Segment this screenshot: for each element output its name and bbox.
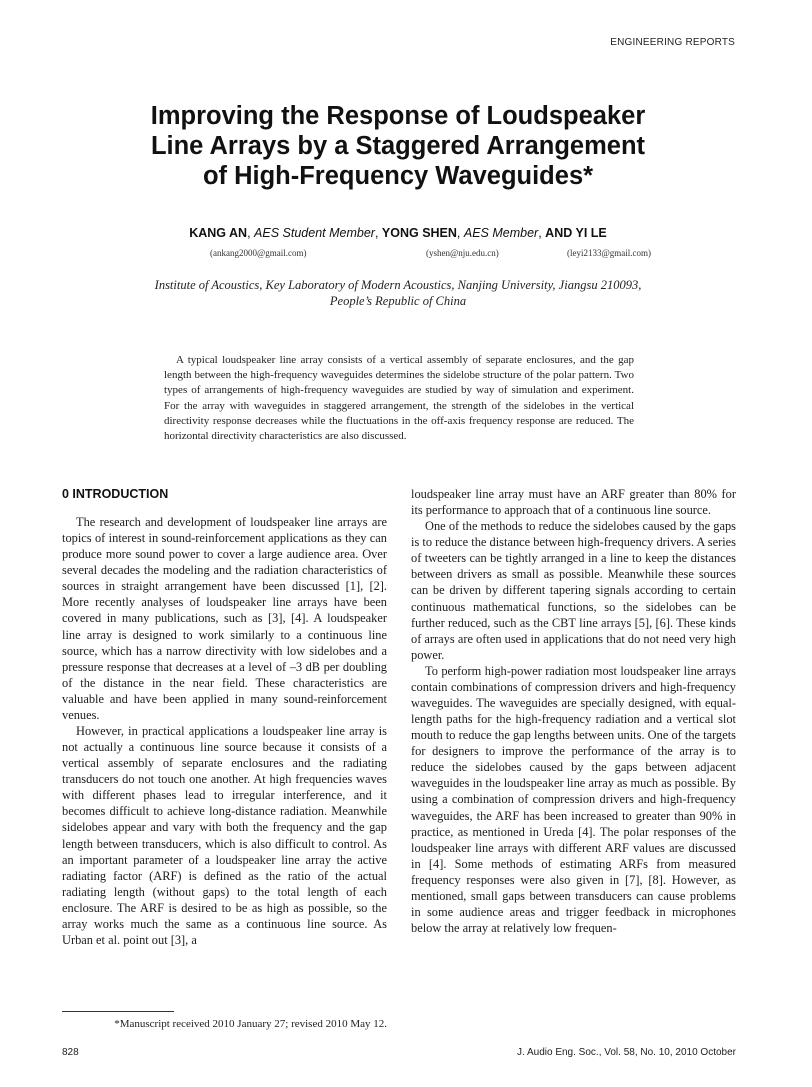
body-paragraph: To perform high-power radiation most loudspeaker line arrays contain combinations of compression drivers and high-frequency waveguides. The waveguides are specially designed, with equal-length paths for the high-frequency radiation and a vertical slot mouth to reduce the gap lengths between units. One of the targets for designers to improve the performance of the array is to reduce the sidelobes caused by the gaps between adjacent waveguides in the loudspeaker line array as much as possible. By using a combination of compression drivers and high-frequency waveguides, the ARF has been increased to greater than 90% in practice, as mentioned in Ureda [4]. The polar responses of the loudspeaker line arrays with different ARF values are discussed in [4]. Some methods of estimating ARFs from measured frequency responses were also given in [7], [8]. However, as mentioned, small gaps between transducers can cause problems in some audience areas and trigger feedback in microphones below the array at relatively low frequen-	[411, 663, 736, 936]
affiliation-line: Institute of Acoustics, Key Laboratory of Modern Acoustics, Nanjing University, Jiangsu 210093,	[154, 278, 642, 292]
abstract: A typical loudspeaker line array consists of a vertical assembly of separate enclosures, and the gap length between the high-frequency waveguides determines the sidelobe structure of the polar pattern. Two types of arrangements of high-frequency waveguides are studied by way of simulation and experiment. For the array with waveguides in staggered arrangement, the strength of the sidelobes in the vertical directivity response decreases while the fluctuations in the off-axis frequency response are reduced. The horizontal directivity characteristics are also discussed.	[164, 354, 634, 443]
author-name: AND YI LE	[545, 226, 607, 240]
left-column	[62, 514, 387, 948]
author-email: (yshen@nju.edu.cn)	[426, 248, 499, 258]
author-email: (ankang2000@gmail.com)	[210, 248, 307, 258]
author-email: (leyi2133@gmail.com)	[567, 248, 652, 258]
author-membership: AES Student Member	[254, 226, 375, 240]
right-column	[411, 486, 736, 936]
footnote: *Manuscript received 2010 January 27; revised 2010 May 12.	[114, 1018, 387, 1030]
paper-title	[60, 101, 736, 191]
footnote-rule	[62, 1011, 174, 1012]
body-paragraph: However, in practical applications a loudspeaker line array is not actually a continuous line source because it consists of a vertical assembly of separate enclosures and the radiating transducers do not touch one another. At high frequencies waves with different phases lead to irregular interference, and it becomes difficult to achieve long-distance radiation. Meanwhile sidelobes appear and vary with both the frequency and the gap length between transducers, which is also difficult to control. As an important parameter of a loudspeaker line array the active radiating factor (ARF) is defined as the ratio of the actual radiating length (without gaps) to the total length of each enclosure. The ARF is desired to be as high as possible, so the array works much the same as a continuous line source. As Urban et al. point out [3], a	[62, 724, 387, 948]
title-line: of High-Frequency Waveguides*	[202, 162, 594, 190]
author-name: YONG SHEN	[381, 226, 457, 240]
page-number: 828	[62, 1047, 79, 1058]
running-head: ENGINEERING REPORTS	[610, 37, 735, 48]
section-heading: 0 INTRODUCTION	[62, 487, 169, 501]
title-line: Improving the Response of Loudspeaker	[150, 102, 646, 130]
affiliation	[60, 277, 736, 309]
body-paragraph: loudspeaker line array must have an ARF greater than 80% for its performance to approach that of a continuous line source.	[411, 487, 736, 518]
author-line: KANG AN, AES Student Member, YONG SHEN, AES Member, AND YI LE	[189, 226, 607, 240]
journal-citation: J. Audio Eng. Soc., Vol. 58, No. 10, 2010 October	[516, 1047, 736, 1058]
affiliation-line: People’s Republic of China	[329, 294, 467, 308]
author-membership: AES Member	[463, 226, 539, 240]
body-paragraph: One of the methods to reduce the sidelobes caused by the gaps is to reduce the distance between high-frequency drivers. A series of tweeters can be tightly arranged in a line to keep the distances between drivers as small as possible. Meanwhile these sources can be driven by different tapering signals according to certain continuous mathematical functions, so the sidelobes can be further reduced, such as the CBT line arrays [5], [6]. These kinds of arrays are often used in applications that do not need very high power.	[411, 519, 736, 662]
title-line: Line Arrays by a Staggered Arrangement	[150, 132, 646, 160]
body-paragraph: The research and development of loudspeaker line arrays are topics of interest in sound-reinforcement applications as they can produce more sound power to cover a large audience area. Over several decades the modeling and the radiation characteristics of sources in straight arrangement have been discussed [1], [2]. More recently analyses of loudspeaker line arrays have been covered in many publications, such as [3], [4]. A loudspeaker line array is designed to work similarly to a continuous line source, which has a narrow directivity with low sidelobes and a pressure response that decreases at a level of –3 dB per doubling of the distance in the near field. These characteristics are valuable and have been applied in many sound-reinforcement venues.	[62, 515, 387, 722]
author-name: KANG AN	[189, 226, 248, 240]
